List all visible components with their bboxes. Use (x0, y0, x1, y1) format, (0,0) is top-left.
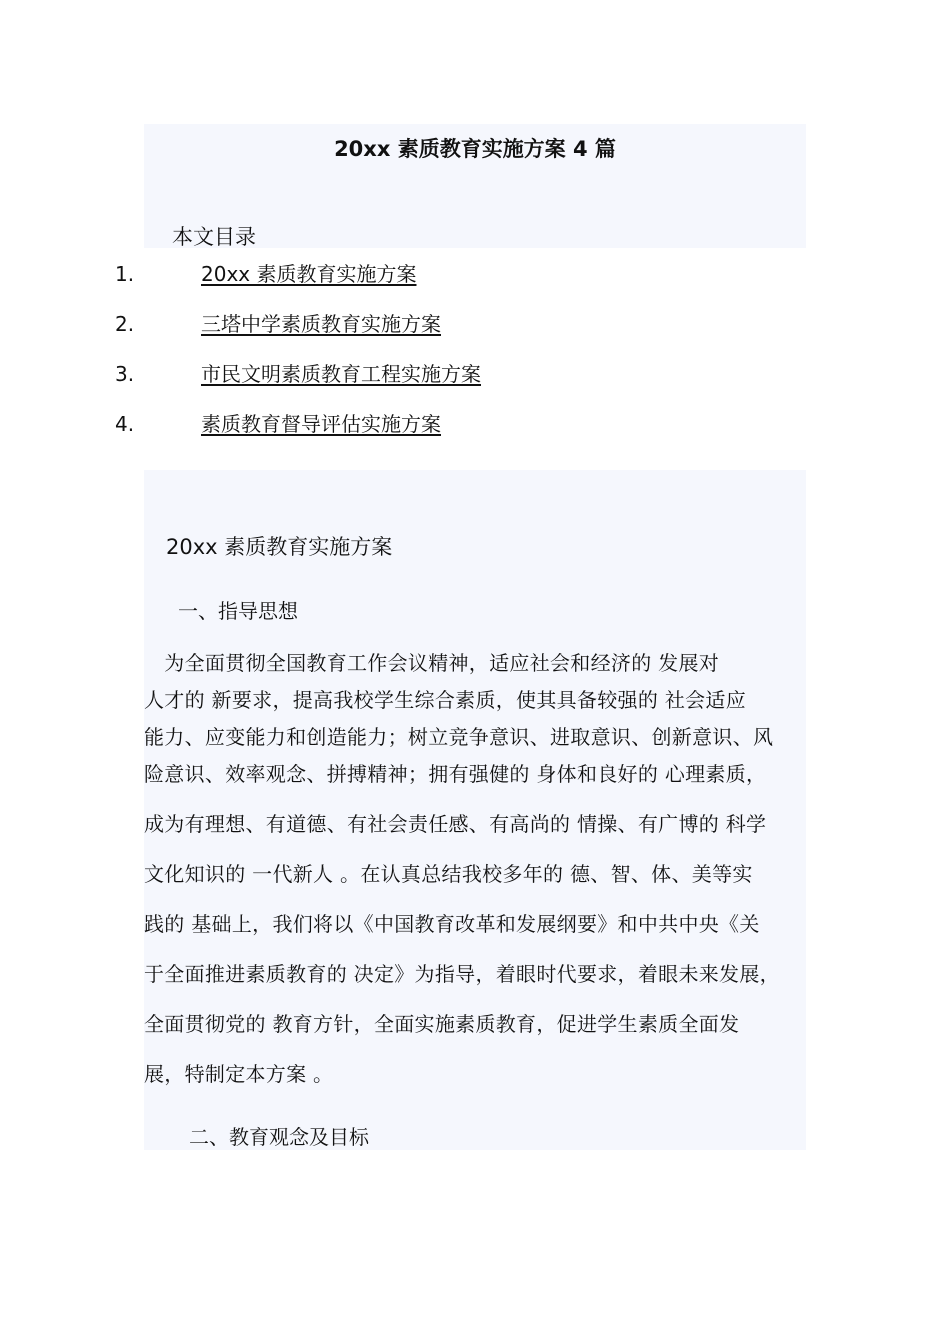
toc-item-number: 4. (115, 412, 135, 436)
toc-item (115, 359, 715, 389)
toc-item (115, 309, 715, 339)
toc-link[interactable]: 市民文明素质教育工程实施方案 (201, 362, 481, 386)
paragraph-line: 全面贯彻党的 教育方针，全面实施素质教育，促进学生素质全面发 (144, 1012, 740, 1036)
toc-item (115, 259, 715, 289)
paragraph-line: 文化知识的 一代新人 。在认真总结我校多年的 德、智、体、美等实 (144, 862, 753, 886)
toc-heading: 本文目录 (172, 225, 256, 249)
toc-item (115, 409, 715, 439)
paragraph-line: 为全面贯彻全国教育工作会议精神，适应社会和经济的 发展对 (144, 651, 720, 675)
section-title: 20xx 素质教育实施方案 (166, 535, 393, 559)
paragraph-line: 险意识、效率观念、拼搏精神；拥有强健的 身体和良好的 心理素质， (144, 762, 767, 786)
paragraph-line: 于全面推进素质教育的 决定》为指导，着眼时代要求，着眼未来发展， (144, 962, 780, 986)
toc-item-number: 3. (115, 362, 135, 386)
section-subheading: 一、指导思想 (178, 599, 298, 623)
paragraph-line: 能力、应变能力和创造能力；树立竞争意识、进取意识、创新意识、风 (144, 725, 774, 749)
toc-link[interactable]: 素质教育督导评估实施方案 (201, 412, 441, 436)
paragraph-line: 践的 基础上，我们将以《中国教育改革和发展纲要》和中共中央《关 (144, 912, 760, 936)
toc-item-number: 2. (115, 312, 135, 336)
toc-link[interactable]: 三塔中学素质教育实施方案 (201, 312, 441, 336)
paragraph-line: 展，特制定本方案 。 (144, 1062, 334, 1086)
paragraph-line: 人才的 新要求，提高我校学生综合素质，使其具备较强的 社会适应 (144, 688, 747, 712)
toc-item-number: 1. (115, 262, 135, 286)
document-title: 20xx 素质教育实施方案 4 篇 (334, 137, 616, 161)
toc-link[interactable]: 20xx 素质教育实施方案 (201, 262, 417, 286)
paragraph-line: 成为有理想、有道德、有社会责任感、有高尚的 情操、有广博的 科学 (144, 812, 767, 836)
section-subheading: 二、教育观念及目标 (189, 1125, 369, 1149)
